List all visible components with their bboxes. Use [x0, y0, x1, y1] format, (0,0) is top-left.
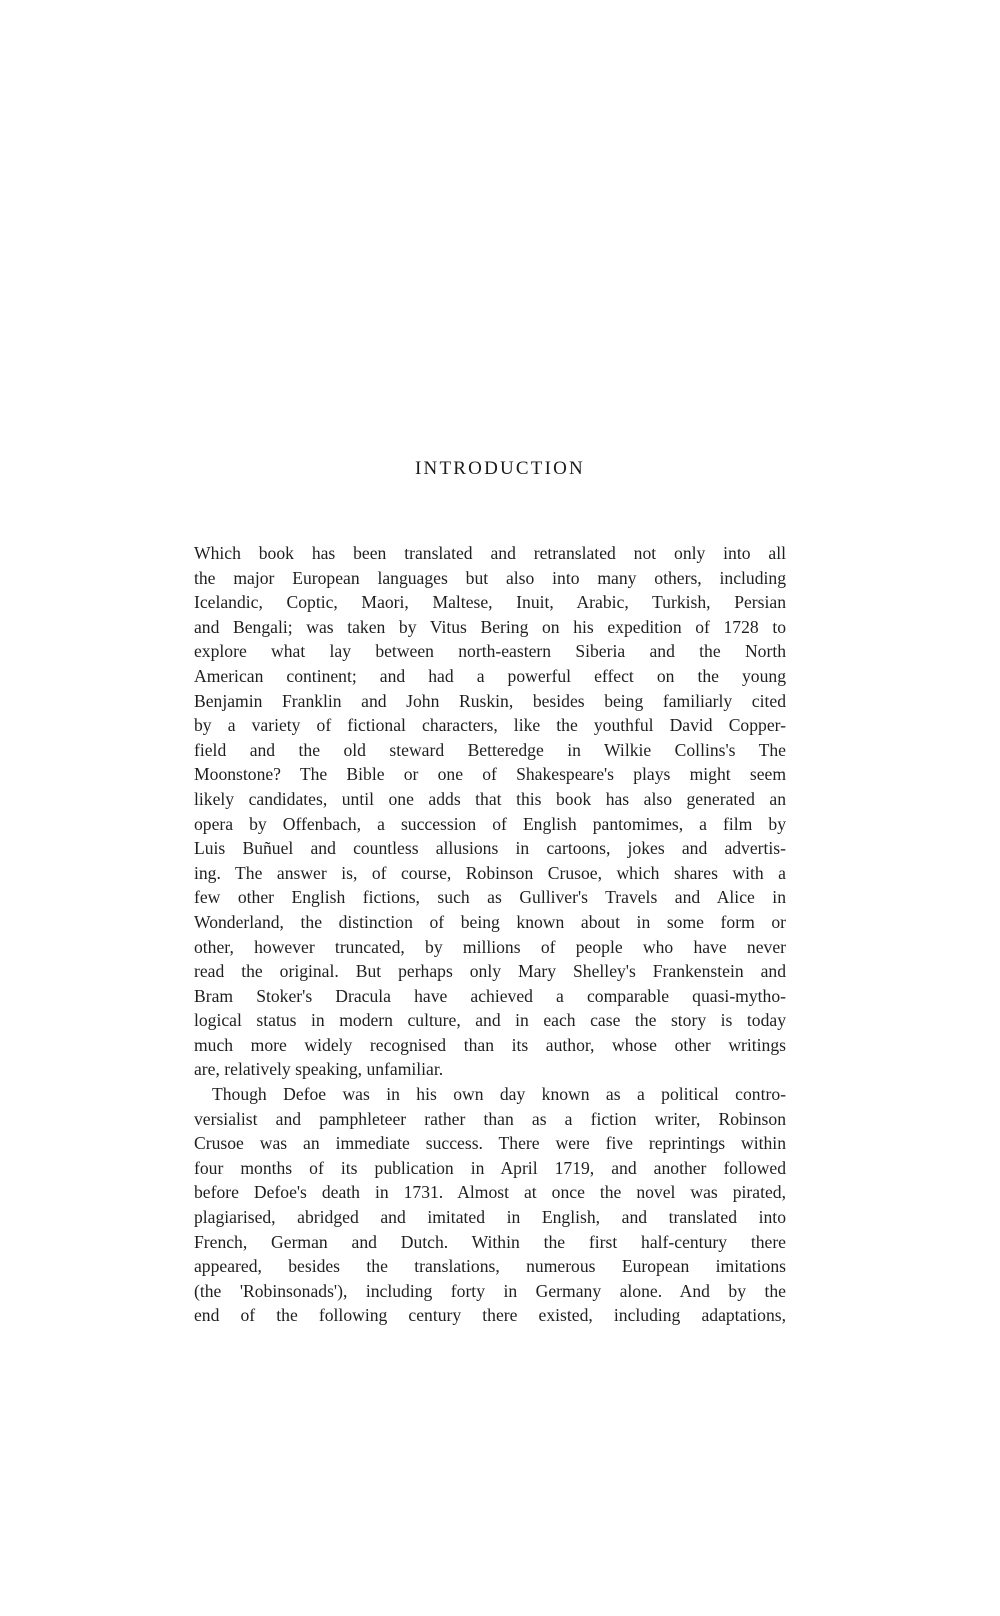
text-line: Bram Stoker's Dracula have achieved a comparable quasi-mytho- — [194, 985, 786, 1006]
text-line: Wonderland, the distinction of being known about in some form or — [194, 911, 786, 932]
text-line: logical status in modern culture, and in each case the story is today — [194, 1010, 786, 1031]
text-line: the major European languages but also into many others, including — [194, 567, 786, 588]
text-line: few other English fictions, such as Gulliver's Travels and Alice in — [194, 887, 786, 908]
text-line: much more widely recognised than its author, whose other writings — [194, 1034, 786, 1055]
text-line: explore what lay between north-eastern Siberia and the North — [194, 641, 786, 662]
text-line: read the original. But perhaps only Mary Shelley's Frankenstein and — [194, 961, 786, 982]
text-line: Though Defoe was in his own day known as a political contro- — [212, 1084, 786, 1105]
text-line: before Defoe's death in 1731. Almost at once the novel was pirated, — [194, 1182, 786, 1203]
text-line: Crusoe was an immediate success. There were five reprintings within — [194, 1133, 786, 1154]
chapter-heading: INTRODUCTION — [415, 458, 585, 479]
text-line: versialist and pamphleteer rather than as a fiction writer, Robinson — [194, 1108, 786, 1129]
text-line: and Bengali; was taken by Vitus Bering on his expedition of 1728 to — [194, 616, 786, 637]
text-line: are, relatively speaking, unfamiliar. — [194, 1059, 444, 1080]
text-line: other, however truncated, by millions of people who have never — [194, 936, 786, 957]
text-line: four months of its publication in April 1719, and another followed — [194, 1157, 786, 1178]
text-line: end of the following century there existed, including adaptations, — [194, 1305, 786, 1326]
text-line: (the 'Robinsonads'), including forty in Germany alone. And by the — [194, 1280, 786, 1301]
text-line: Moonstone? The Bible or one of Shakespeare's plays might seem — [194, 764, 786, 785]
text-line: field and the old steward Betteredge in Wilkie Collins's The — [194, 739, 786, 760]
text-line: Which book has been translated and retranslated not only into all — [194, 543, 786, 563]
text-line: Icelandic, Coptic, Maori, Maltese, Inuit, Arabic, Turkish, Persian — [194, 592, 786, 613]
body-text — [194, 541, 786, 1328]
text-line: plagiarised, abridged and imitated in English, and translated into — [194, 1207, 786, 1228]
text-line: by a variety of fictional characters, like the youthful David Copper- — [194, 715, 786, 736]
text-line: ing. The answer is, of course, Robinson Crusoe, which shares with a — [194, 862, 786, 883]
paragraph-2 — [194, 1082, 786, 1328]
text-line: American continent; and had a powerful effect on the young — [194, 665, 786, 686]
text-line: appeared, besides the translations, numerous European imitations — [194, 1256, 786, 1277]
paragraph-1 — [194, 541, 786, 1082]
text-line: French, German and Dutch. Within the first half-century there — [194, 1231, 786, 1252]
text-line: Benjamin Franklin and John Ruskin, besides being familiarly cited — [194, 690, 786, 711]
text-line: likely candidates, until one adds that this book has also generated an — [194, 788, 786, 809]
text-line: opera by Offenbach, a succession of English pantomimes, a film by — [194, 813, 786, 834]
text-line: Luis Buñuel and countless allusions in cartoons, jokes and advertis- — [194, 838, 786, 859]
